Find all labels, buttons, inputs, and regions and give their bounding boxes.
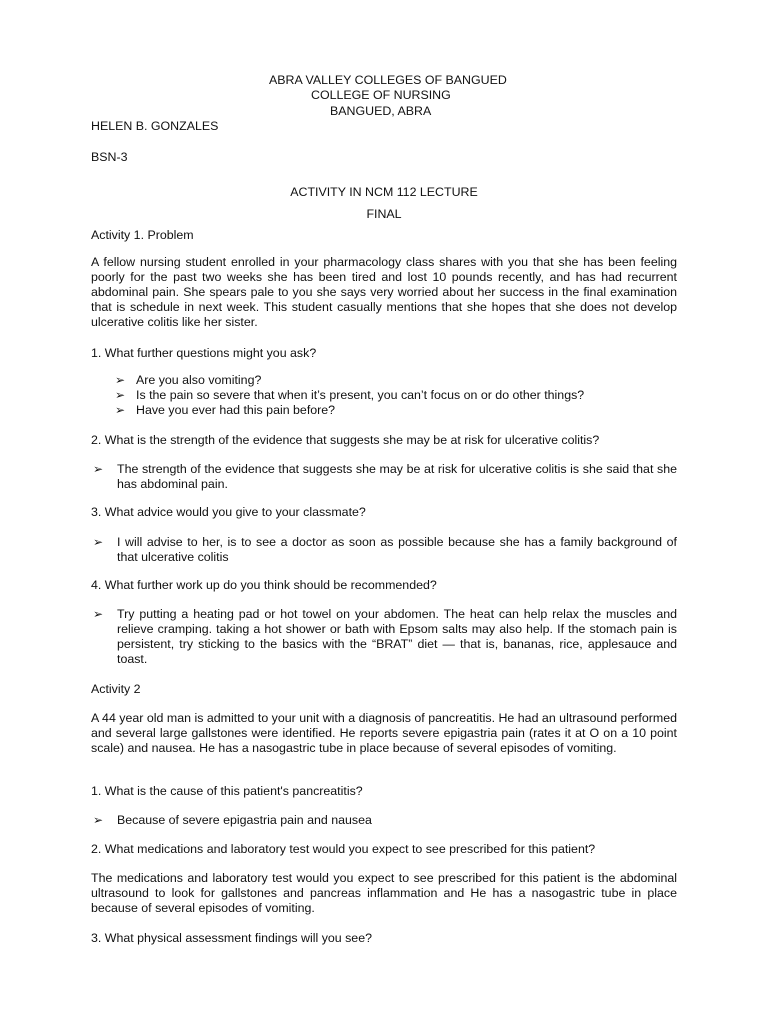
list-item: ➢ I will advise to her, is to see a doctor as soon as possible because she has a family background of that ulcerative colitis	[92, 535, 677, 564]
list-item: ➢ Is the pain so severe that when it’s present, you can’t focus on or do other things?	[114, 388, 585, 402]
activity1-scenario: A fellow nursing student enrolled in your pharmacology class shares with you that she has been feeling poorly for the past two weeks she has been tired and lost 10 pounds recently, and has had recurrent abdominal pain. She spears pale to you she says very worried about her success in the final examination that is schedule in next week. This student casually mentions that she hopes that she does not develop ulcerative colitis like her sister.	[91, 255, 677, 329]
student-section: BSN-3	[91, 150, 128, 164]
activity1-question-1: 1. What further questions might you ask?	[91, 346, 317, 360]
school-location: BANGUED, ABRA	[330, 104, 432, 118]
school-name: ABRA VALLEY COLLEGES OF BANGUED	[269, 73, 507, 87]
activity1-question-4: 4. What further work up do you think should be recommended?	[91, 578, 437, 592]
arrow-bullet-icon: ➢	[92, 813, 104, 827]
term-title: FINAL	[366, 207, 402, 221]
activity2-question-3: 3. What physical assessment findings will you see?	[91, 931, 372, 945]
activity2-question-2: 2. What medications and laboratory test would you expect to see prescribed for this patient?	[91, 842, 596, 856]
arrow-bullet-icon: ➢	[114, 373, 126, 387]
activity2-scenario: A 44 year old man is admitted to your unit with a diagnosis of pancreatitis. He had an ultrasound performed and several large gallstones were identified. He reports severe epigastria pain (rates it at O on a 10 point scale) and nausea. He has a nasogastric tube in place because of several episodes of vomiting.	[91, 711, 677, 755]
arrow-bullet-icon: ➢	[114, 388, 126, 402]
activity1-question-2: 2. What is the strength of the evidence that suggests she may be at risk for ulcerative colitis?	[91, 433, 600, 447]
activity-title: ACTIVITY IN NCM 112 LECTURE	[290, 185, 478, 199]
activity2-heading: Activity 2	[91, 682, 141, 696]
student-name: HELEN B. GONZALES	[91, 119, 219, 133]
list-item: ➢ The strength of the evidence that suggests she may be at risk for ulcerative colitis is she said that she has abdominal pain.	[92, 462, 677, 491]
activity2-answer-2: The medications and laboratory test would you expect to see prescribed for this patient is the abdominal ultrasound to look for gallstones and pancreas inflammation and He has a nasogastric tube in place because of several episodes of vomiting.	[91, 871, 677, 915]
arrow-bullet-icon: ➢	[92, 607, 104, 621]
list-item: ➢ Because of severe epigastria pain and nausea	[92, 813, 372, 827]
arrow-bullet-icon: ➢	[114, 403, 126, 417]
activity1-heading: Activity 1. Problem	[91, 228, 194, 242]
arrow-bullet-icon: ➢	[92, 462, 104, 476]
activity2-question-1: 1. What is the cause of this patient's pancreatitis?	[91, 784, 363, 798]
list-item: ➢ Try putting a heating pad or hot towel on your abdomen. The heat can help relax the muscles and relieve cramping. taking a hot shower or bath with Epsom salts may also help. If the stomach pain is persistent, try sticking to the basics with the “BRAT” diet — that is, bananas, rice, applesauce and toast.	[92, 607, 677, 666]
arrow-bullet-icon: ➢	[92, 535, 104, 549]
college-name: COLLEGE OF NURSING	[311, 88, 451, 102]
list-item: ➢ Have you ever had this pain before?	[114, 403, 336, 417]
activity1-question-3: 3. What advice would you give to your classmate?	[91, 505, 366, 519]
list-item: ➢ Are you also vomiting?	[114, 373, 262, 387]
